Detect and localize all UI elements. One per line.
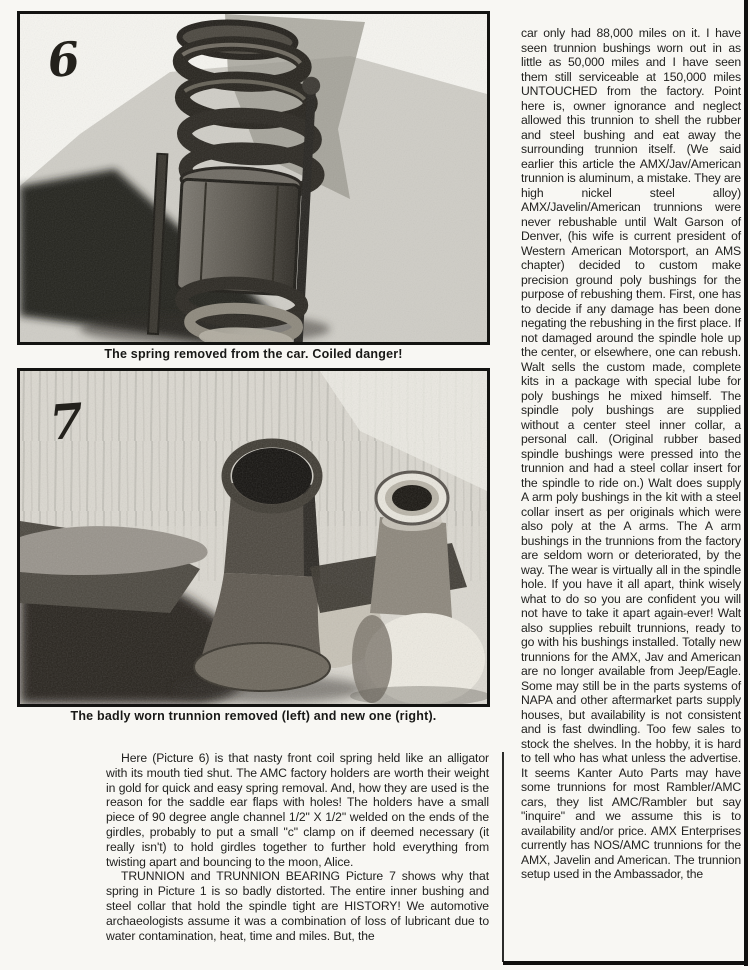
figure-6-handwritten-number: 6 <box>44 31 83 89</box>
film-grain <box>20 14 487 342</box>
figure-6-caption: The spring removed from the car. Coiled danger! <box>104 347 403 361</box>
page-bottom-border <box>503 961 748 965</box>
figure-7-handwritten-number: 7 <box>47 393 86 452</box>
figure-7-caption: The badly worn trunnion removed (left) and new one (right). <box>70 709 437 723</box>
column-divider-rule <box>502 752 504 962</box>
spring-photo-illustration <box>20 14 487 342</box>
film-grain <box>20 371 487 704</box>
photo-figure-6 <box>17 11 490 345</box>
body-text-left-column <box>106 751 489 943</box>
body-text-right-column: car only had 88,000 miles on it. I have seen trunnion bushings worn out in as little as 50,000 miles and I have seen them still serviceable at 150,000 miles UNTOUCHED from the factory. Point here is, owner ignorance and neglect allowed this trunnion to shell the rubber and steel bushing and eat away the surrounding trunnion itself. (We said earlier this article the AMX/Jav/American trunnion is aluminum, a mistake. They are high nickel steel alloy) AMX/Javelin/American trunnions were never rebushable until Walt Garson of Denver, (his wife is current president of Western American Motorsport, an AMS chapter) decided to custom make precision ground poly bushings for the purpose of rebushing them. First, one has to decide if any damage has been done negating the rebushing in the first place. If not damaged around the spindle hole up the center, or elsewhere, one can rebush. Walt sells the custom made, complete kits in a package with special lube for poly bushings he mixed himself. The spindle poly bushings are supplied without a center steel inner collar, a personal call. (Original rubber based spindle bushings were pressed into the trunnion and had a steel collar insert for the spindle to ride on.) Walt does supply A arm poly bushings in the kit with a steel collar insert as per originals which were also poly at the A arms. The A arm bushings in the trunnions from the factory are seldom worn or deteriorated, by the way. The wear is virtually all in the spindle hole. If you have it all apart, think wisely what to do so you are confident you will not have to take it apart again-ever! Walt also supplies rebuilt trunnions, ready to go with his bushings installed. Totally new trunnions for the AMX, Jav and American are no longer available from Jeep/Eagle. Some may still be in the parts systems of NAPA and other aftermarket parts supply houses, but availability is not consistent and is fast dwindling. Too few sales to stock the shelves. In the hobby, it is hard to tell who has what unless the advertise. It seems Kanter Auto Parts may have some trunnions for most Rambler/AMC cars, they list AMC/Rambler but say "inquire" and we assume this is to availability and/or price. AMX Enterprises currently has NOS/AMC trunnions for the AMX, Javelin and American. The trunnion setup used in the Ambassador, the <box>521 26 741 881</box>
paragraph-picture6: Here (Picture 6) is that nasty front coil spring held like an alligator with its mouth tied shut. The AMC factory holders are worth their weight in gold for quick and easy spring removal. And, how they are used is the reason for the saddle ear flaps with holes! The holders have a small piece of 90 degree angle channel 1/2" X 1/2" welded on the ends of the girdles, probably to put a small "c" clamp on if deemed necessary (it really isn't) to hold girdles together to further hold everything from twisting apart and bouncing to the moon, Alice. <box>106 751 489 869</box>
trunnion-photo-illustration <box>20 371 487 704</box>
photo-figure-7 <box>17 368 490 707</box>
page-right-border <box>744 0 748 966</box>
paragraph-trunnion: TRUNNION and TRUNNION BEARING Picture 7 shows why that spring in Picture 1 is so badly distorted. The entire inner bushing and steel collar that hold the spindle tight are HISTORY! We automotive archaeologists assume it was a combination of loss of lubricant due to water contamination, heat, time and miles. But, the <box>106 869 489 943</box>
